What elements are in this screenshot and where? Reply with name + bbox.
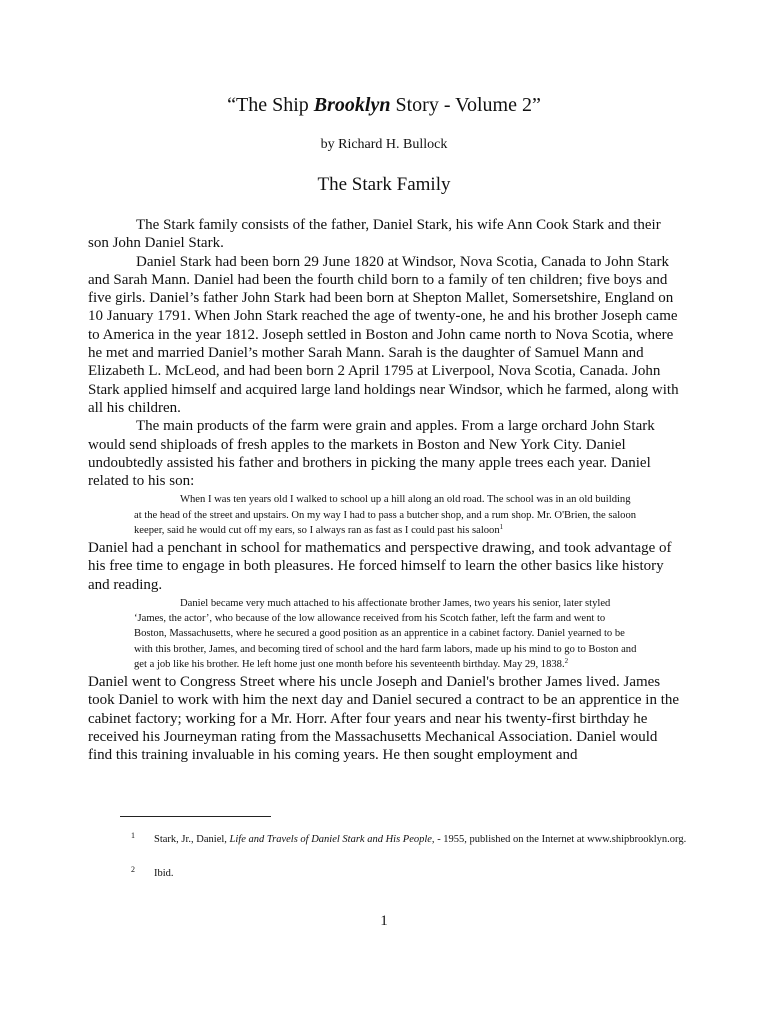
title-prefix: “The Ship xyxy=(227,94,314,116)
footnotes xyxy=(88,828,688,895)
title-suffix: Story - Volume 2” xyxy=(390,94,541,116)
document-title xyxy=(0,94,768,117)
footnote-ref-1: 1 xyxy=(499,522,504,531)
footnote-book-title: Life and Travels of Daniel Stark and His People, xyxy=(229,834,435,845)
footnote-1 xyxy=(88,828,688,848)
paragraph-2: Daniel Stark had been born 29 June 1820 at Windsor, Nova Scotia, Canada to John Stark and Sarah Mann. Daniel had been the fourth child born to a family of ten children; five boys and five girls. Daniel’s father John Stark had been born at Shepton Mallet, Somersetshire, England on 10 January 1791. When John Stark reached the age of twenty-one, he and his brother Joseph came to America in the year 1812. Joseph settled in Boston and John came north to Nova Scotia, where he met and married Daniel’s mother Sarah Mann. Sarah is the daughter of Samuel Mann and Elizabeth L. McLeod, and had been born 2 April 1795 at Liverpool, Nova Scotia, Canada. John Stark applied himself and acquired large land holdings near Windsor, which he farmed, along with all his children. xyxy=(88,253,679,416)
body-text xyxy=(88,216,682,764)
page-number: 1 xyxy=(380,913,388,929)
paragraph-3: The main products of the farm were grain and apples. From a large orchard John Stark would send shiploads of fresh apples to the markets in Boston and New York City. Daniel undoubtedly assisted his father and brothers in picking the many apple trees each year. Daniel related to his son: xyxy=(88,418,655,490)
footnote-number: 1 xyxy=(131,831,135,840)
author-byline: by Richard H. Bullock xyxy=(320,137,448,152)
paragraph-4: Daniel had a penchant in school for mathematics and perspective drawing, and took advantage of his free time to engage in both pleasures. He forced himself to learn the other basics like history and reading. xyxy=(88,540,672,593)
section-heading: The Stark Family xyxy=(317,174,451,195)
quote-2-text: Daniel became very much attached to his affectionate brother James, two years his senior, later styled ‘James, the actor’, who because of the low allowance received from his Scotch father, left the farm and went to Boston, Massachusetts, where he secured a good position as an apprentice in a cabinet factory. Daniel yearned to be with this brother, James, and becoming tired of school and the hard farm labors, made up his mind to go to Boston and get a job like his brother. He left home just one month before his seventeenth birthday. May 29, 1838. xyxy=(134,597,637,670)
footnote-text: Stark, Jr., Daniel, xyxy=(154,834,230,845)
footnote-text-rest: - 1955, published on the Internet at www.shipbrooklyn.org. xyxy=(434,834,687,845)
block-quote-2 xyxy=(134,596,638,672)
footnote-divider xyxy=(120,816,271,817)
quote-1-text: When I was ten years old I walked to school up a hill along an old road. The school was in an old building at the head of the street and upstairs. On my way I had to pass a butcher shop, and a rum shop. Mr. O'Brien, the saloon keeper, said he would cut off my ears, so I always ran as fast as I could past his saloon xyxy=(134,494,637,536)
footnote-text: Ibid. xyxy=(154,867,174,879)
footnote-number: 2 xyxy=(131,864,135,874)
title-ship-name: Brooklyn xyxy=(313,94,391,116)
footnote-ref-2: 2 xyxy=(564,656,569,665)
paragraph-1: The Stark family consists of the father, Daniel Stark, his wife Ann Cook Stark and their son John Daniel Stark. xyxy=(88,217,661,252)
footnote-2 xyxy=(88,862,688,882)
paragraph-5: Daniel went to Congress Street where his uncle Joseph and Daniel's brother James lived. James took Daniel to work with him the next day and Daniel secured a contract to be an apprentice in the cabinet factory; working for a Mr. Horr. After four years and near his twenty-first birthday he received his Journeyman rating from the Massachusetts Mechanical Association. Daniel would find this training invaluable in his coming years. He then sought employment and xyxy=(88,673,680,764)
block-quote-1 xyxy=(134,492,638,538)
